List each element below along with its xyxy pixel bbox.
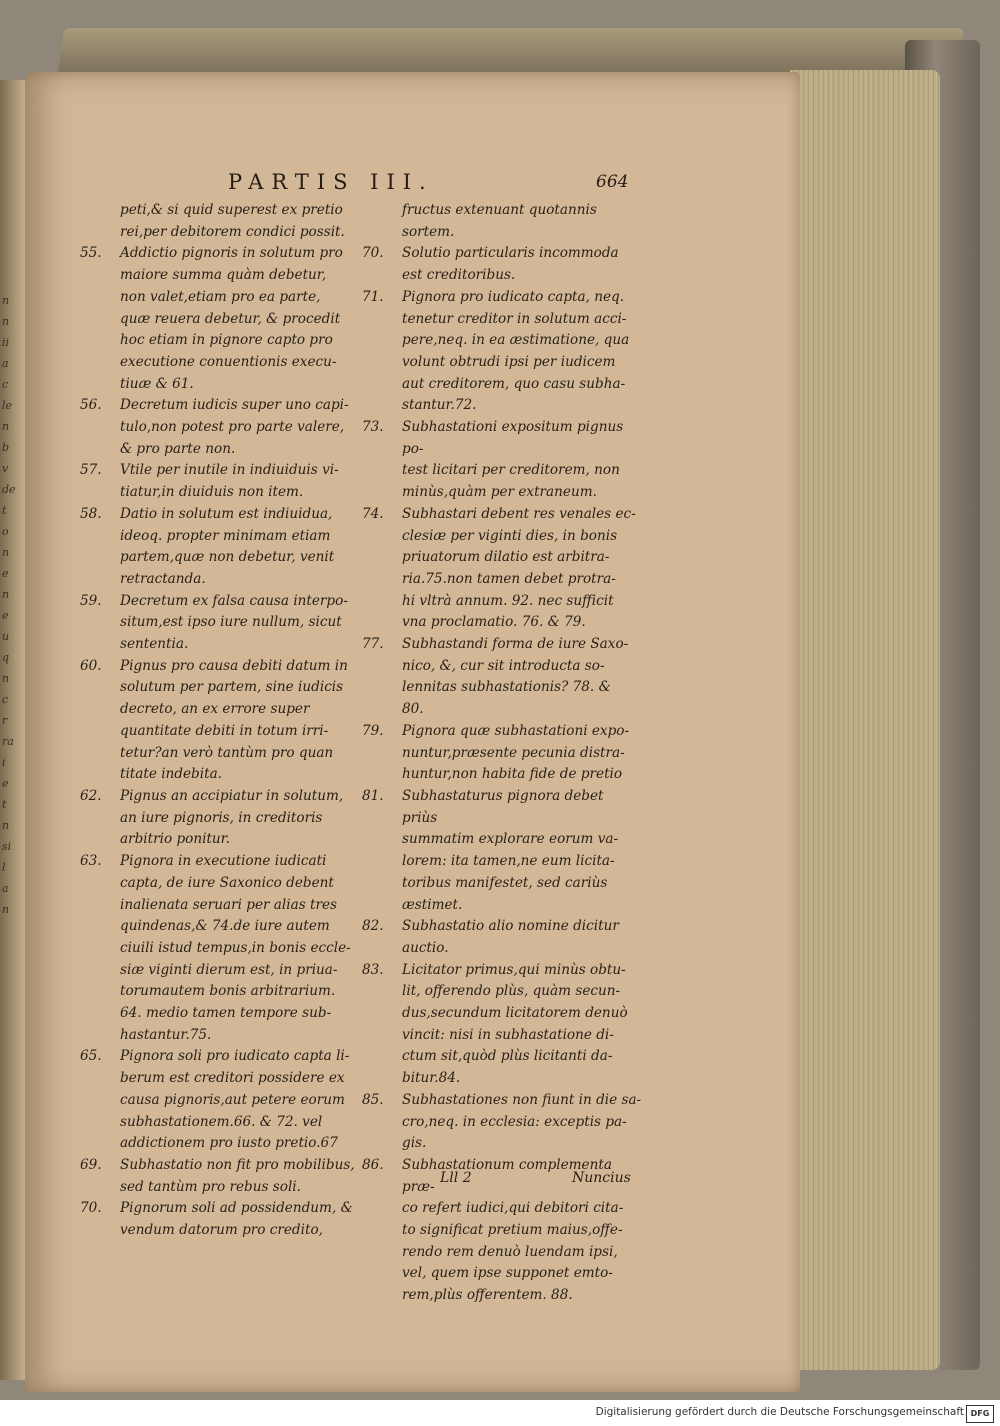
entry-text: Licitator primus,qui minùs obtu- lit, offerendo plùs, quàm secun- dus,secundum licitatorem denuò vincit: nisi in subhastatione di- ctum sit,quòd plùs licitanti da- bitur.84. xyxy=(402,961,628,1087)
entry-number: 69. xyxy=(80,1156,102,1173)
index-entry xyxy=(362,417,642,504)
page-fore-edge xyxy=(790,70,940,1370)
entry-text: peti,& si quid superest ex pretio rei,per debitorem condici possit. xyxy=(120,202,345,240)
entry-number: 63. xyxy=(80,853,102,870)
right-column xyxy=(362,200,642,1307)
entry-number: 60. xyxy=(80,657,102,674)
index-entry xyxy=(80,786,380,851)
footer-bar xyxy=(0,1400,1000,1426)
entry-text: Subhastari debent res venales ec- clesiæ per viginti dies, in bonis priuatorum dilatio est arbitra- ria.75.non tamen debet protra- hi vltrà annum. 92. nec sufficit vna proclamatio. 76. & 79. xyxy=(402,505,636,631)
entry-text: Addictio pignoris in solutum pro maiore summa quàm debetur, non valet,etiam pro ea parte, quæ reuera debetur, & procedit hoc etiam in pignore capto pro executione conuentionis execu- tiuæ & 61. xyxy=(120,245,343,392)
entry-number: 57. xyxy=(80,462,102,479)
left-column xyxy=(80,200,380,1242)
entry-text: Subhastatio alio nomine dicitur auctio. xyxy=(402,918,619,956)
index-entry xyxy=(362,634,642,721)
index-entry xyxy=(80,591,380,656)
entry-text: Subhastaturus pignora debet priùs summatim explorare eorum va- lorem: ita tamen,ne eum licita- toribus manifestet, sed cariùs æstimet. xyxy=(402,787,619,913)
entry-text: Pignus pro causa debiti datum in solutum per partem, sine iudicis decreto, an ex errore super quantitate debiti in totum irri- tetur?an verò tantùm pro quan titate indebita. xyxy=(120,657,348,783)
entry-number: 56. xyxy=(80,397,102,414)
entry-number: 83. xyxy=(362,961,384,978)
entry-number: 59. xyxy=(80,592,102,609)
entry-text: Pignorum soli ad possidendum, & vendum datorum pro credito, xyxy=(120,1200,353,1239)
entry-number: 74. xyxy=(362,505,384,522)
index-entry xyxy=(80,1198,380,1241)
entry-text: Subhastationi expositum pignus po- test licitari per creditorem, non minùs,quàm per extraneum. xyxy=(402,419,624,501)
index-entry xyxy=(362,243,642,286)
footer-credit: Digitalisierung gefördert durch die Deutsche Forschungsgemeinschaft xyxy=(595,1406,964,1418)
entry-text: Pignora in executione iudicati capta, de iure Saxonico debent inalienata seruari per alias tres quindenas,& 74.de iure autem ciuili istud tempus,in bonis eccle- siæ viginti dierum est, in priua- torumautem bonis arbitrarium. 64. medio tamen tempore sub- hastantur.75. xyxy=(120,853,351,1043)
entry-number: 86. xyxy=(362,1156,384,1173)
running-head xyxy=(228,170,628,194)
index-entry xyxy=(80,395,380,460)
index-entry xyxy=(362,504,642,634)
index-entry xyxy=(80,243,380,395)
entry-text: Subhastationum complementa præ- co refert iudici,qui debitori cita- to significat pretium maius,offe- rendo rem denuò luendam ipsi, vel, quem ipse supponet emto- rem,plùs offerentem. 88. xyxy=(402,1156,624,1304)
entry-text: Datio in solutum est indiuidua, ideoq. propter minimam etiam partem,quæ non debetur, venit retractanda. xyxy=(120,505,335,587)
index-entry xyxy=(362,1090,642,1155)
index-entry xyxy=(80,460,380,503)
entry-text: fructus extenuant quotannis sortem. xyxy=(402,202,597,240)
entry-number: 58. xyxy=(80,505,102,522)
entry-text: Vtile per inutile in indiuiduis vi- tiatur,in diuiduis non item. xyxy=(120,462,339,501)
entry-number: 62. xyxy=(80,787,102,804)
index-entry xyxy=(362,721,642,786)
entry-text: Subhastatio non fit pro mobilibus, sed tantùm pro rebus soli. xyxy=(120,1156,355,1195)
entry-number: 71. xyxy=(362,288,384,305)
index-entry xyxy=(80,1046,380,1155)
index-entry xyxy=(80,200,380,243)
entry-text: Decretum ex falsa causa interpo- situm,est ipso iure nullum, sicut sententia. xyxy=(120,592,348,653)
left-page-fragments: n n ii a c le n b v de t o n e n e u q n c r ra i e t n si l a n xyxy=(2,294,16,916)
catchword: Nuncius xyxy=(572,1170,631,1186)
index-entry xyxy=(80,1155,380,1198)
entry-text: Subhastationes non fiunt in die sa- cro,neq. in ecclesia: exceptis pa- gis. xyxy=(402,1091,642,1152)
entry-number: 77. xyxy=(362,636,384,653)
index-entry xyxy=(80,656,380,786)
index-entry xyxy=(362,200,642,243)
index-entry xyxy=(362,287,642,417)
index-entry xyxy=(80,504,380,591)
entry-number: 79. xyxy=(362,722,384,739)
entry-text: Solutio particularis incommoda est creditoribus. xyxy=(402,245,619,284)
entry-number: 81. xyxy=(362,787,384,804)
index-entry xyxy=(80,851,380,1046)
entry-number: 70. xyxy=(362,245,384,262)
entry-number: 65. xyxy=(80,1048,102,1065)
index-entry xyxy=(362,786,642,916)
entry-number: 82. xyxy=(362,918,384,935)
entry-number: 55. xyxy=(80,245,102,262)
entry-text: Pignora quæ subhastationi expo- nuntur,præsente pecunia distra- huntur,non habita fide de pretio xyxy=(402,722,630,783)
entry-text: Pignora soli pro iudicato capta li- berum est creditori possidere ex causa pignoris,aut petere eorum subhastationem.66. & 72. vel addictionem pro iusto pretio.67 xyxy=(120,1048,350,1152)
entry-number: 70. xyxy=(80,1200,102,1217)
entry-number: 73. xyxy=(362,419,384,436)
signature-mark: Lll 2 xyxy=(440,1170,472,1186)
entry-text: Pignora pro iudicato capta, neq. tenetur creditor in solutum acci- pere,neq. in ea æstimatione, qua volunt obtrudi ipsi per iudicem aut creditorem, quo casu subha- stantur.72. xyxy=(402,288,630,414)
entry-text: Pignus an accipiatur in solutum, an iure pignoris, in creditoris arbitrio ponitur. xyxy=(120,787,344,848)
running-head-title: PARTIS III. xyxy=(228,170,434,194)
entry-text: Decretum iudicis super uno capi- tulo,non potest pro parte valere, & pro parte non. xyxy=(120,397,349,457)
index-entry xyxy=(362,916,642,959)
page-number: 664 xyxy=(596,172,629,192)
entry-text: Subhastandi forma de iure Saxo- nico, &, cur sit introducta so- lennitas subhastationis? 78. & 80. xyxy=(402,636,629,718)
entry-number: 85. xyxy=(362,1091,384,1108)
index-entry xyxy=(362,960,642,1090)
dfg-logo: DFG xyxy=(966,1405,994,1423)
